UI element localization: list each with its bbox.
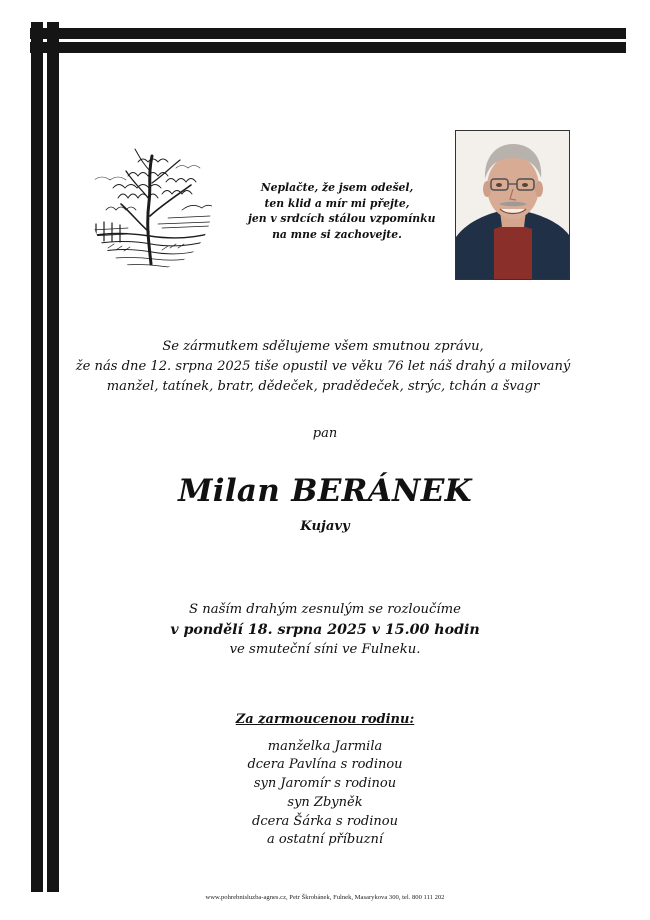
announcement-line: Se zármutkem sdělujeme všem smutnou zprávu, [162, 339, 484, 354]
family-member: syn Zbyněk [287, 794, 363, 810]
funeral-service-footer: www.pohrebnisluzba-agnes.cz, Petr Škrobánek, Fulnek, Masarykova 300, tel. 800 111 202 [205, 894, 445, 901]
tree-landscape-icon [88, 138, 214, 272]
poem-line: na mne si zachovejte. [272, 227, 402, 241]
family-member: syn Jaromír s rodinou [253, 776, 397, 792]
announcement-line: že nás dne 12. srpna 2025 tiše opustil ve věku 76 let náš drahý a milovaný [75, 359, 571, 374]
mourning-border-horizontal-upper [30, 28, 626, 39]
poem-line: ten klid a mír mi přejte, [264, 196, 410, 210]
poem [248, 180, 436, 242]
family-member: dcera Šárka s rodinou [252, 813, 398, 829]
family-member: manželka Jarmila [267, 738, 383, 754]
funeral-place: ve smuteční síni ve Fulneku. [229, 642, 421, 657]
family-heading: Za zarmoucenou rodinu: [235, 712, 415, 727]
mourning-border-horizontal-lower [30, 42, 626, 53]
funeral-details [90, 600, 560, 660]
funeral-datetime: v pondělí 18. srpna 2025 v 15.00 hodin [170, 622, 480, 638]
portrait-photo [455, 130, 570, 280]
mourning-family [155, 711, 495, 850]
honorific: pan [312, 426, 338, 441]
deceased-name: Milan BERÁNEK [178, 473, 472, 509]
mourning-border-vertical-left [31, 22, 43, 892]
family-member: dcera Pavlína s rodinou [247, 757, 403, 773]
poem-line: Neplačte, že jsem odešel, [260, 181, 414, 194]
deceased-location: Kujavy [300, 519, 350, 534]
portrait-icon [456, 131, 569, 279]
funeral-intro: S naším drahým zesnulým se rozloučíme [189, 602, 461, 617]
poem-line: jen v srdcích stálou vzpomínku [248, 212, 436, 225]
family-member: a ostatní příbuzní [266, 832, 383, 848]
announcement-line: manžel, tatínek, bratr, dědeček, pradědeček, strýc, tchán a švagr [106, 379, 540, 394]
death-announcement [60, 337, 586, 397]
tree-illustration [88, 138, 214, 272]
mourning-border-vertical-right [47, 22, 59, 892]
